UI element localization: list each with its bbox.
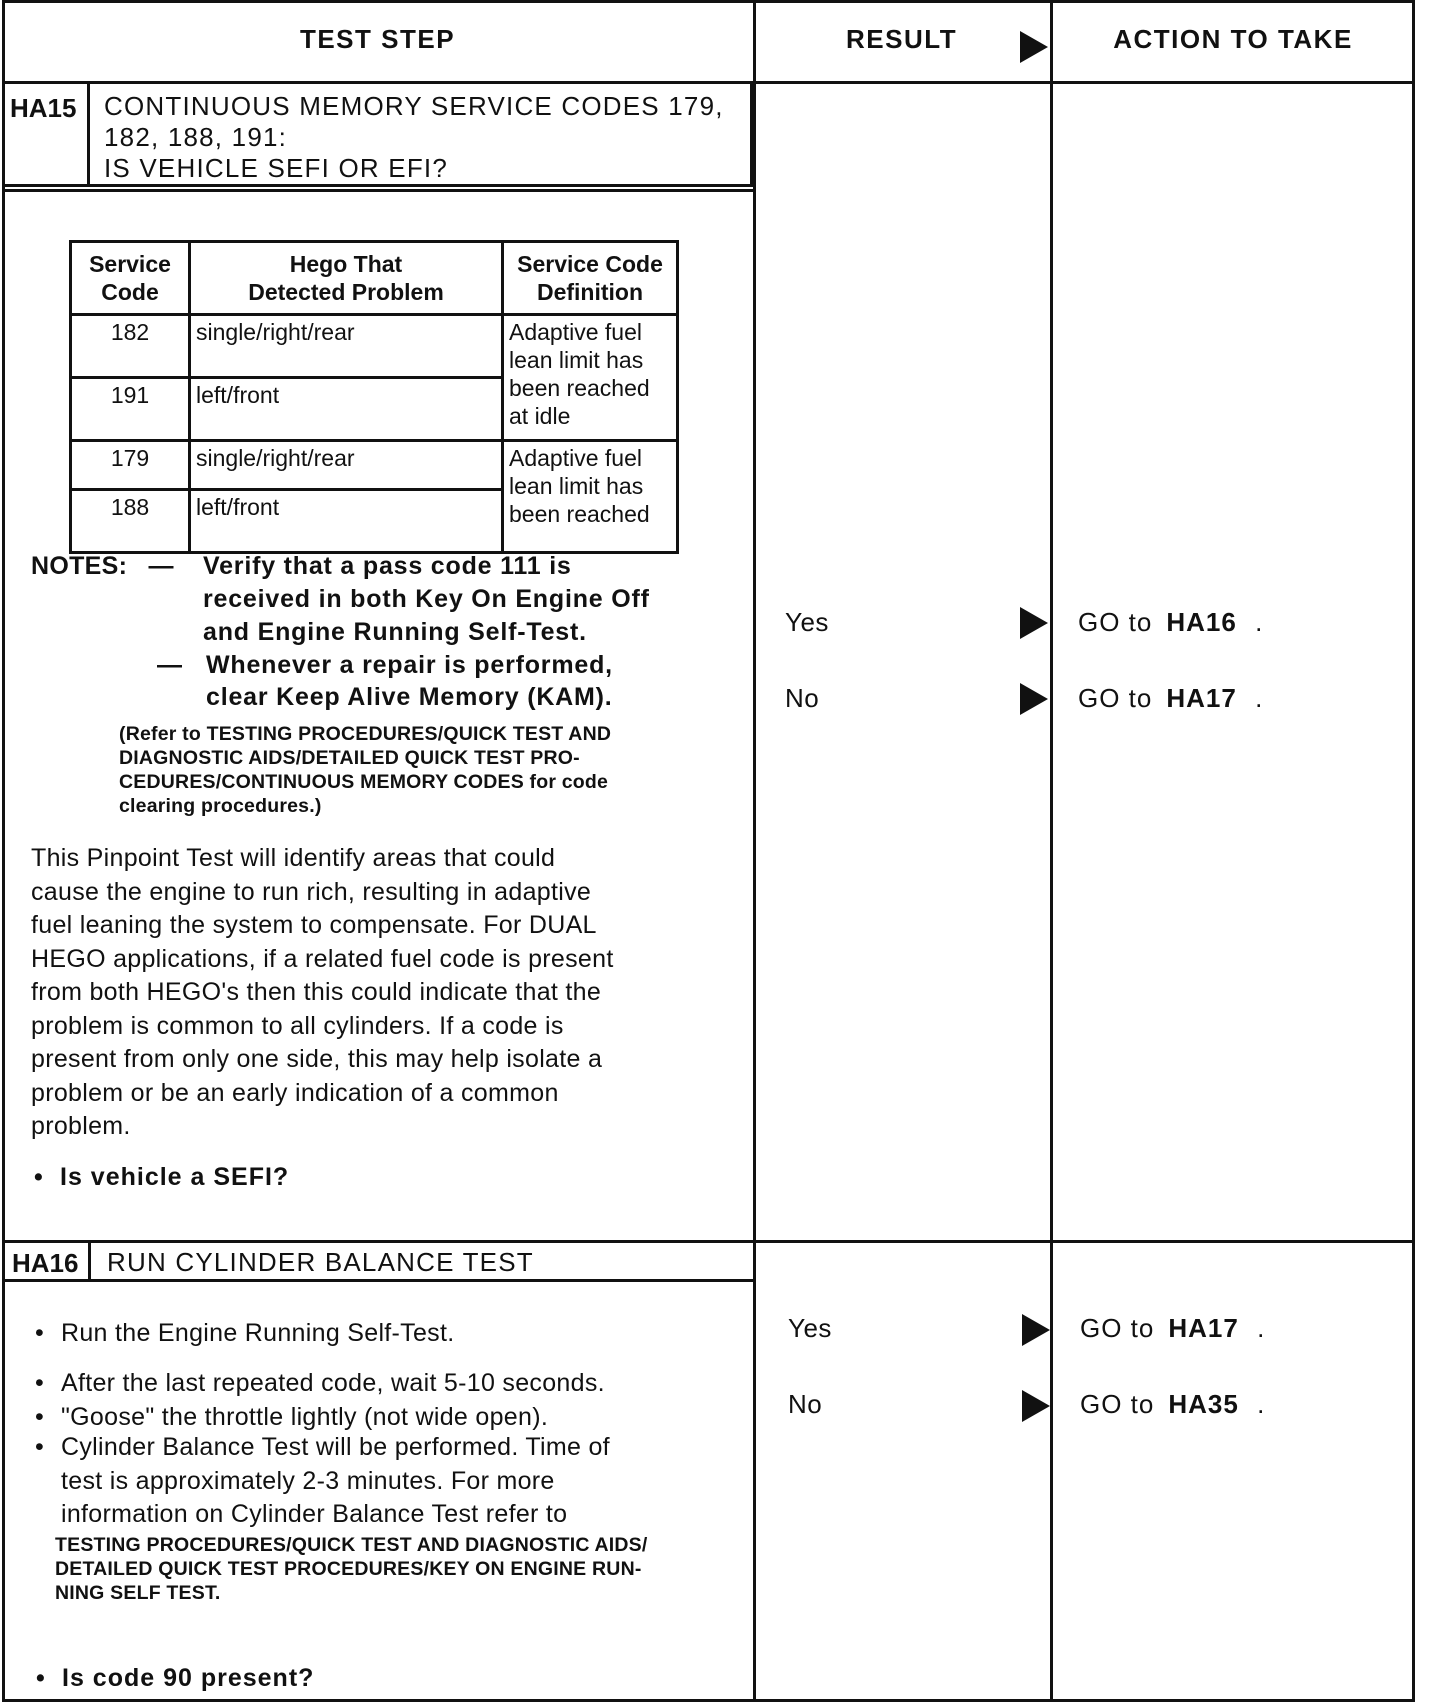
service-code-table (69, 240, 679, 554)
refer-note: TESTING PROCEDURES/QUICK TEST AND DIAGNOSTIC AIDS/ DETAILED QUICK TEST PROCEDURES/KEY ON ENGINE RUN- NING SELF TEST. (55, 1534, 648, 1604)
column-header: Service Code Definition (503, 242, 678, 315)
goto-link[interactable]: HA16 (1166, 607, 1237, 637)
description-paragraph: This Pinpoint Test will identify areas that could cause the engine to run rich, resulting in adaptive fuel leaning the system to compensate. For DUAL HEGO applications, if a related fuel code is present from both HEGO's then this could indicate that the problem is common to all cylinders. If a code is present from only one side, this may help isolate a problem or be an early indication of a common problem. (31, 844, 614, 1140)
arrow-icon (1022, 1390, 1050, 1422)
action-yes: GO to HA17 . (1080, 1313, 1266, 1343)
left-border (2, 0, 5, 1702)
header-arrow-icon (1020, 31, 1048, 63)
action-no: GO to HA17 . (1078, 683, 1264, 713)
result-yes: Yes (785, 607, 829, 637)
column-divider-1 (753, 0, 756, 1702)
action-no: GO to HA35 . (1080, 1389, 1266, 1419)
ha16-id-divider (88, 1240, 91, 1281)
column-header: Service Code (71, 242, 190, 315)
right-border (1412, 0, 1415, 1702)
step-id: HA16 (12, 1248, 79, 1278)
action-yes: GO to HA16 . (1078, 607, 1264, 637)
service-code-cell: 179 (71, 441, 190, 490)
table-row (71, 441, 678, 490)
step-id: HA15 (10, 93, 77, 123)
note-1: Verify that a pass code 111 is received in both Key On Engine Off and Engine Running Self-Test. (203, 552, 650, 646)
goto-link[interactable]: HA17 (1166, 683, 1237, 713)
question: • Is code 90 present? (62, 1662, 314, 1696)
result-no: No (785, 683, 820, 713)
goto-link[interactable]: HA17 (1168, 1313, 1239, 1343)
hego-cell: left/front (190, 490, 503, 553)
step-title: CONTINUOUS MEMORY SERVICE CODES 179, 182, 188, 191: IS VEHICLE SEFI OR EFI? (104, 91, 724, 183)
question: • Is vehicle a SEFI? (60, 1161, 289, 1195)
table-row (71, 315, 678, 378)
bullet-item: • "Goose" the throttle lightly (not wide open). (61, 1401, 548, 1435)
ha15-title-bottom-2 (2, 189, 753, 192)
bullet-item: • Cylinder Balance Test will be performed. Time of test is approximately 2-3 minutes. For more information on Cylinder Balance Test refer to (61, 1431, 610, 1532)
ha16-top-border (2, 1240, 1415, 1243)
hego-cell: left/front (190, 378, 503, 441)
service-code-cell: 188 (71, 490, 190, 553)
column-divider-2 (1050, 0, 1053, 1702)
top-border (2, 0, 1415, 3)
header-bottom-border (2, 81, 1415, 84)
notes-label: NOTES: — (31, 552, 174, 580)
table-header-row (71, 242, 678, 315)
arrow-icon (1020, 683, 1048, 715)
column-header: Hego That Detected Problem (190, 242, 503, 315)
bullet-item: • Run the Engine Running Self-Test. (61, 1317, 454, 1351)
ha15-title-right (750, 81, 753, 187)
hego-cell: single/right/rear (190, 315, 503, 378)
bottom-border (2, 1699, 1415, 1702)
arrow-icon (1020, 607, 1048, 639)
note-2: Whenever a repair is performed, clear Keep Alive Memory (KAM). (206, 651, 613, 711)
ha15-id-divider (87, 81, 90, 187)
ha15-title-bottom-1 (2, 184, 752, 187)
note-2-dash: — (157, 651, 183, 679)
service-code-cell: 191 (71, 378, 190, 441)
arrow-icon (1022, 1314, 1050, 1346)
definition-cell: Adaptive fuel lean limit has been reached (503, 441, 678, 553)
header-test-step: TEST STEP (299, 24, 456, 54)
hego-cell: single/right/rear (190, 441, 503, 490)
result-yes: Yes (788, 1313, 832, 1343)
step-title: RUN CYLINDER BALANCE TEST (107, 1247, 534, 1277)
goto-link[interactable]: HA35 (1168, 1389, 1239, 1419)
definition-cell: Adaptive fuel lean limit has been reached at idle (503, 315, 678, 441)
header-action: ACTION TO TAKE (1113, 24, 1353, 54)
header-result: RESULT (846, 24, 958, 54)
result-no: No (788, 1389, 823, 1419)
service-code-cell: 182 (71, 315, 190, 378)
bullet-item: • After the last repeated code, wait 5-10 seconds. (61, 1367, 605, 1401)
ha16-title-bottom (2, 1279, 753, 1282)
refer-note: (Refer to TESTING PROCEDURES/QUICK TEST AND DIAGNOSTIC AIDS/DETAILED QUICK TEST PRO- CEDURES/CONTINUOUS MEMORY CODES for code clearing procedures.) (119, 723, 612, 817)
